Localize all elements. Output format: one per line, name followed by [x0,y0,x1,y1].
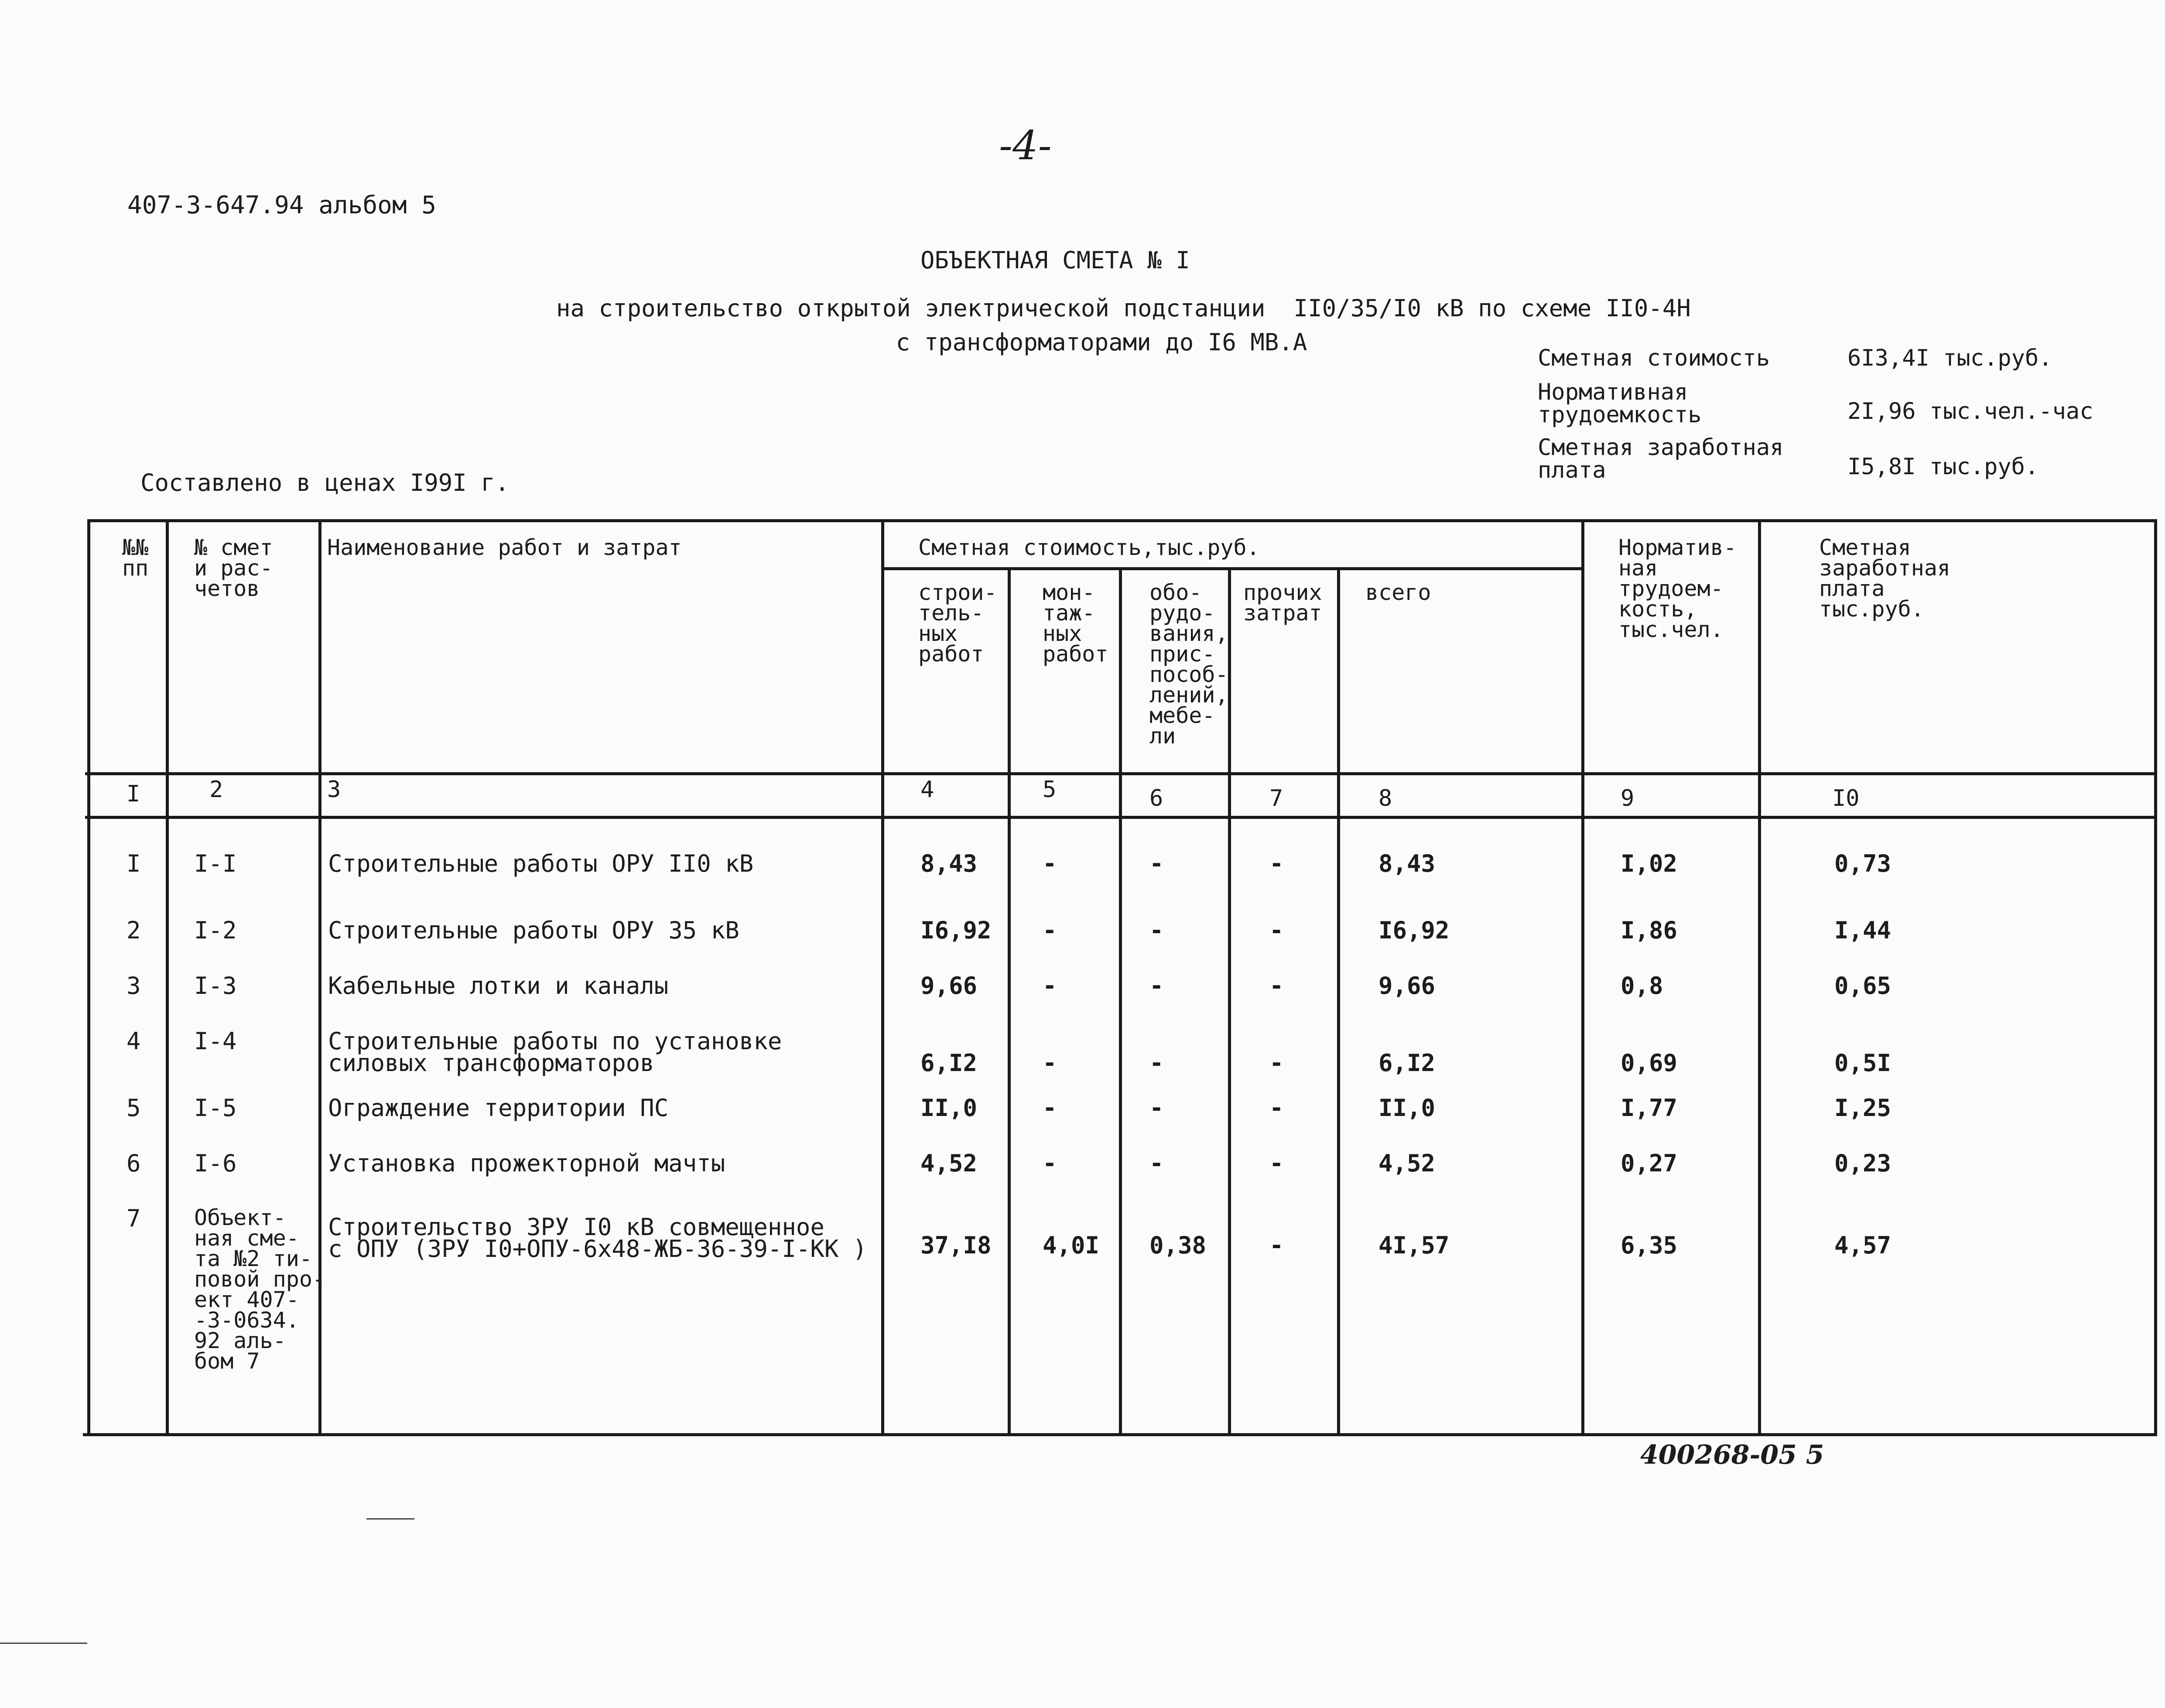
column-rule [1758,519,1761,1433]
column-number: I0 [1832,785,1860,811]
row-other-cost: - [1269,1049,1284,1077]
row-labor-intensity: I,02 [1621,850,1678,877]
row-number: I [127,850,141,877]
row-installation-cost: - [1043,1150,1057,1177]
row-labor-intensity: 0,69 [1621,1049,1678,1077]
row-construction-cost: 37,I8 [920,1232,992,1259]
row-work-name: Строительные работы по установке силовых трансформаторов [328,1027,782,1077]
column-number: 5 [1043,777,1057,803]
row-wages: 0,73 [1834,850,1891,877]
row-other-cost: - [1269,850,1284,877]
row-work-name: Установка прожекторной мачты [328,1150,725,1177]
row-other-cost: - [1269,1094,1284,1122]
row-number: 4 [127,1027,141,1055]
row-other-cost: - [1269,1232,1284,1259]
row-estimate-code: I-6 [194,1150,237,1177]
column-number: I [127,781,140,807]
row-other-cost: - [1269,972,1284,999]
row-total-cost: 4I,57 [1378,1232,1450,1259]
row-labor-intensity: I,77 [1621,1094,1678,1122]
header-other-costs: прочих затрат [1243,580,1322,626]
row-work-name: Строительство ЗРУ I0 кВ совмещенное с ОПУ (ЗРУ I0+ОПУ-6х48-ЖБ-36-39-I-КК ) [328,1213,867,1263]
header-total: всего [1365,580,1431,605]
row-wages: I,44 [1834,917,1891,944]
column-rule [1119,567,1122,1433]
row-estimate-code: I-3 [194,972,237,999]
row-installation-cost: - [1043,1049,1057,1077]
document-title: ОБЪЕКТНАЯ СМЕТА № I [920,246,1190,274]
row-total-cost: 9,66 [1378,972,1436,999]
document-subtitle: на строительство открытой электрической подстанции II0/35/I0 кВ по схеме II0-4Н с трансформаторами до I6 МВ.А [556,294,1691,356]
header-item-number: №№ пп [122,535,149,581]
column-rule [87,519,90,1433]
handwritten-document-number: 400268-05 5 [1640,1440,1824,1470]
row-equipment-cost: - [1149,1049,1164,1077]
row-labor-intensity: 0,8 [1621,972,1663,999]
row-number: 6 [127,1150,141,1177]
row-estimate-code: I-I [194,850,237,877]
summary-label: Нормативная трудоемкость [1538,379,1702,428]
row-construction-cost: 6,I2 [920,1049,978,1077]
row-total-cost: II,0 [1378,1094,1436,1122]
row-equipment-cost: - [1149,972,1164,999]
scan-mark [0,1643,87,1644]
summary-label: Сметная стоимость [1538,345,1770,371]
row-wages: 4,57 [1834,1232,1891,1259]
table-bottom-rule [83,1433,2157,1436]
row-total-cost: 8,43 [1378,850,1436,877]
row-labor-intensity: 0,27 [1621,1150,1678,1177]
header-cost-group: Сметная стоимость,тыс.руб. [918,535,1260,560]
row-other-cost: - [1269,917,1284,944]
row-labor-intensity: 6,35 [1621,1232,1678,1259]
row-equipment-cost: 0,38 [1149,1232,1207,1259]
header-equipment: обо- рудо- вания, прис- пособ- лений, мебе- ли [1149,580,1228,749]
row-total-cost: 4,52 [1378,1150,1436,1177]
row-work-name: Строительные работы ОРУ II0 кВ [328,850,754,877]
row-wages: 0,23 [1834,1150,1891,1177]
column-number: 8 [1378,785,1392,811]
column-rule [1581,519,1584,1433]
row-construction-cost: I6,92 [920,917,992,944]
document-reference: 407-3-647.94 альбом 5 [127,191,437,219]
header-wages: Сметная заработная плата тыс.руб. [1819,535,1951,622]
column-rule [881,519,884,1433]
row-wages: 0,5I [1834,1049,1891,1077]
header-estimate-number: № смет и рас- четов [194,535,273,601]
row-other-cost: - [1269,1150,1284,1177]
row-number: 3 [127,972,141,999]
column-rule [1228,567,1231,1433]
row-construction-cost: 4,52 [920,1150,978,1177]
summary-value: 6I3,4I тыс.руб. [1847,345,2052,371]
row-construction-cost: 9,66 [920,972,978,999]
header-labor-intensity: Норматив- ная трудоем- кость, тыс.чел. [1618,535,1737,642]
row-estimate-code: I-4 [194,1027,237,1055]
header-construction: строи- тель- ных работ [918,580,997,667]
column-rule [2154,519,2157,1433]
column-number: 3 [327,777,341,803]
summary-value: 2I,96 тыс.чел.-час [1847,398,2093,424]
scan-mark [366,1518,414,1520]
row-number: 7 [127,1205,141,1232]
row-installation-cost: 4,0I [1043,1232,1100,1259]
row-total-cost: 6,I2 [1378,1049,1436,1077]
row-number: 5 [127,1094,141,1122]
column-rule [1337,567,1340,1433]
row-estimate-code: I-2 [194,917,237,944]
column-number: 9 [1621,785,1635,811]
row-installation-cost: - [1043,972,1057,999]
row-wages: I,25 [1834,1094,1891,1122]
group-header-rule [883,567,1584,570]
column-number: 7 [1269,785,1283,811]
row-equipment-cost: - [1149,1094,1164,1122]
row-wages: 0,65 [1834,972,1891,999]
row-equipment-cost: - [1149,917,1164,944]
row-work-name: Ограждение территории ПС [328,1094,669,1122]
summary-value: I5,8I тыс.руб. [1847,454,2039,480]
row-labor-intensity: I,86 [1621,917,1678,944]
row-construction-cost: II,0 [920,1094,978,1122]
row-installation-cost: - [1043,850,1057,877]
row-construction-cost: 8,43 [920,850,978,877]
row-equipment-cost: - [1149,1150,1164,1177]
row-total-cost: I6,92 [1378,917,1450,944]
row-estimate-code: I-5 [194,1094,237,1122]
column-rule [1008,567,1011,1433]
row-estimate-code: Объект- ная сме- та №2 ти- повой про- ект 407- -3-0634. 92 аль- бом 7 [194,1205,326,1374]
header-installation: мон- таж- ных работ [1043,580,1108,667]
column-number: 2 [209,777,223,803]
row-work-name: Строительные работы ОРУ 35 кВ [328,917,739,944]
column-number: 6 [1149,785,1163,811]
summary-label: Сметная заработная плата [1538,435,1784,483]
row-installation-cost: - [1043,1094,1057,1122]
price-basis-note: Составлено в ценах I99I г. [140,469,510,496]
column-rule [166,519,169,1433]
header-work-name: Наименование работ и затрат [327,535,682,560]
row-equipment-cost: - [1149,850,1164,877]
column-number: 4 [920,777,934,803]
row-work-name: Кабельные лотки и каналы [328,972,669,999]
row-installation-cost: - [1043,917,1057,944]
row-number: 2 [127,917,141,944]
table-top-rule [87,519,2157,522]
page-number: -4- [999,122,1052,169]
